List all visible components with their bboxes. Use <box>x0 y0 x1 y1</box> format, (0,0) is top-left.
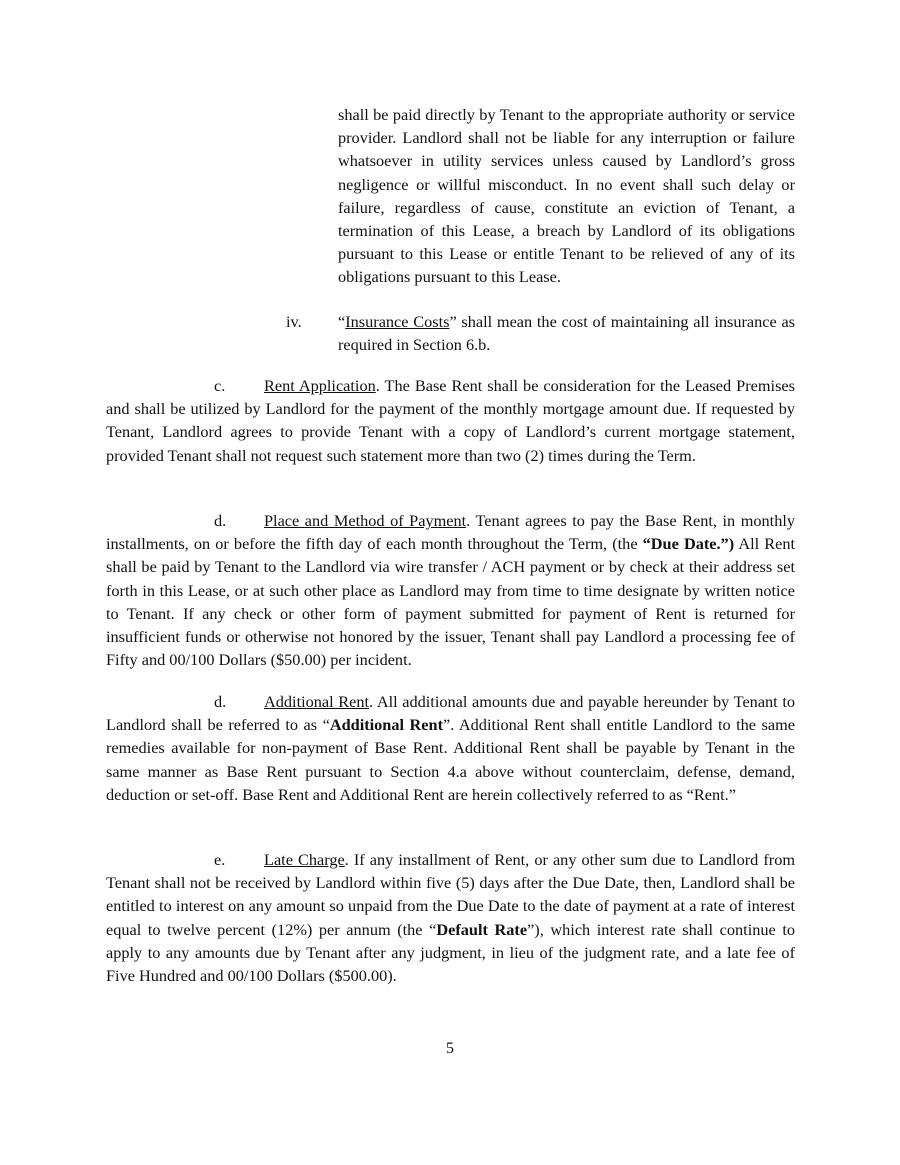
section-d1-letter: d. <box>214 511 227 530</box>
item-iv-text: shall mean the cost of maintaining all insurance as required in Section 6.b. <box>338 312 796 355</box>
section-d2-text-before: . All additional amounts due and payable hereunder by Tenant to Landlord shall be referred to as “ <box>106 692 796 735</box>
section-d1-paragraph <box>106 509 795 671</box>
section-d2-paragraph <box>106 690 795 806</box>
item-iv-number: iv. <box>286 312 302 331</box>
section-d1-text-before: . Tenant agrees to pay the Base Rent, in monthly installments, on or before the fifth day of each month throughout the Term, (the <box>106 511 795 554</box>
continuation-paragraph: shall be paid directly by Tenant to the appropriate authority or service provider. Landlord shall not be liable for any interruption or failure whatsoever in utility services unless caused by Landlord’s gross negligence or willful misconduct. In no event shall such delay or failure, regardless of cause, constitute an eviction of Tenant, a termination of this Lease, a breach by Landlord of its obligations pursuant to this Lease or entitle Tenant to be relieved of any of its obligations pursuant to this Lease. <box>338 105 795 287</box>
section-e-bold: Default Rate <box>436 919 528 939</box>
section-d1-bold: “Due Date.”) <box>642 534 735 554</box>
section-e-letter: e. <box>214 850 226 869</box>
item-iv-open-quote: “ <box>338 312 346 331</box>
section-d2-heading: Additional Rent <box>264 692 370 711</box>
section-d1-heading: Place and Method of Payment <box>264 511 467 530</box>
page-number: 5 <box>445 1038 455 1057</box>
section-c-letter: c. <box>214 376 226 395</box>
item-iv-paragraph <box>286 310 795 356</box>
item-iv-body <box>338 310 795 356</box>
section-e-paragraph <box>106 848 795 987</box>
section-e-text-before: . If any installment of Rent, or any other sum due to Landlord from Tenant shall not be received by Landlord within five (5) days after the Due Date, then, Landlord shall be entitled to interest on any amount so unpaid from the Due Date to the date of payment at a rate of interest equal to twelve percent (12%) per annum (the “ <box>106 850 795 939</box>
section-d1-text-after: All Rent shall be paid by Tenant to the Landlord via wire transfer / ACH payment or by check at their address set forth in this Lease, or at such other place as Landlord may from time to time designate by written notice to Tenant. If any check or other form of payment submitted for payment of Rent is returned for insufficient funds or otherwise not honored by the issuer, Tenant shall pay Landlord a processing fee of Fifty and 00/100 Dollars ($50.00) per incident. <box>106 534 795 670</box>
item-iv-term: Insurance Costs <box>345 312 450 331</box>
section-c-heading: Rent Application <box>264 376 376 395</box>
section-e-text-after: ”), which interest rate shall continue to apply to any amounts due by Tenant after any judgment, in lieu of the judgment rate, and a late fee of Five Hundred and 00/100 Dollars ($500.00). <box>106 919 795 986</box>
item-iv-close-quote: ” <box>449 312 457 331</box>
section-c-paragraph <box>106 374 795 467</box>
section-d2-letter: d. <box>214 692 227 711</box>
section-e-heading: Late Charge <box>264 850 345 869</box>
section-d2-text-after: ”. Additional Rent shall entitle Landlord to the same remedies available for non-payment of Base Rent. Additional Rent shall be payable by Tenant in the same manner as Base Rent pursuant to Section 4.a above without counterclaim, defense, demand, deduction or set-off. Base Rent and Additional Rent are herein collectively referred to as “Rent.” <box>106 715 795 804</box>
section-d2-bold: Additional Rent <box>329 715 443 735</box>
section-c-text: . The Base Rent shall be consideration for the Leased Premises and shall be utilized by Landlord for the payment of the monthly mortgage amount due. If requested by Tenant, Landlord agrees to provide Tenant with a copy of Landlord’s current mortgage statement, provided Tenant shall not request such statement more than two (2) times during the Term. <box>106 376 795 465</box>
